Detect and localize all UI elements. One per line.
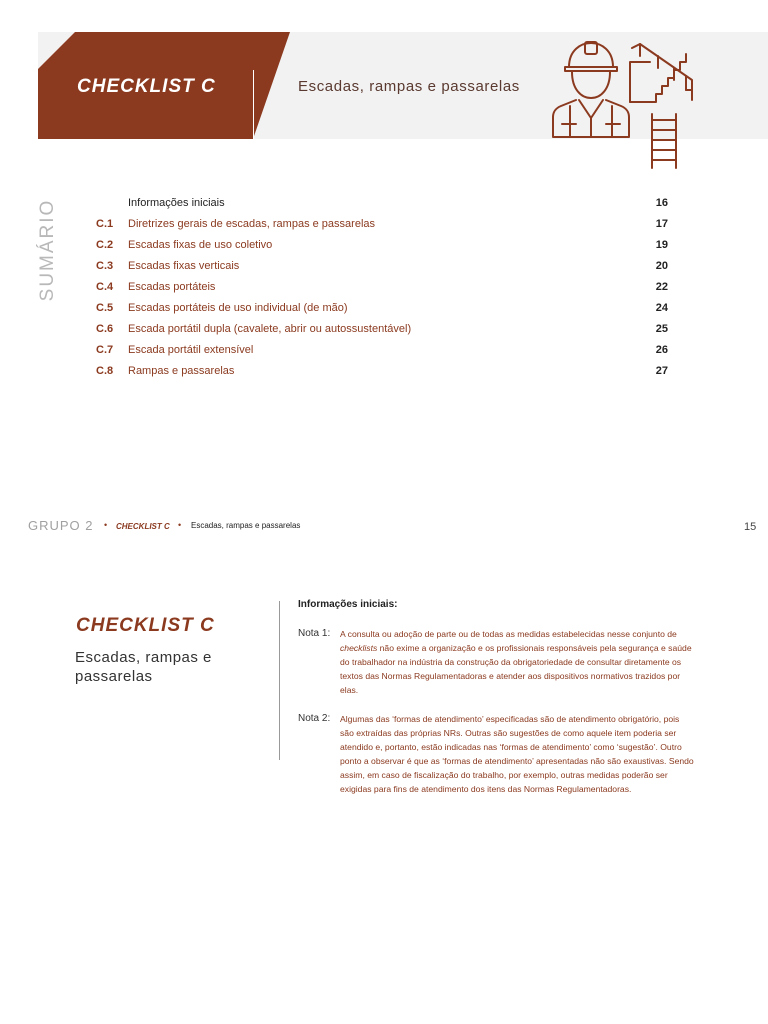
toc-code: C.2 [96,239,114,251]
note-text: A consulta ou adoção de parte ou de todas as medidas estabelecidas nesse conjunto de checklists não exime a organização e os profissionais responsáveis pela segurança e saúde do trabalhador na indústria da construção da obrigatoriedade de consultar diretamente os textos das Normas Regulamentadoras e atender aos dispositivos normativos trazidos por elas. [340,629,692,696]
vertical-divider [279,601,280,760]
section-title: CHECKLIST C [76,615,215,636]
toc-item[interactable] [0,365,768,383]
footer-separator: • [104,520,108,530]
toc-code: C.1 [96,218,114,230]
stairs-icon [628,42,698,106]
footer-group-label: GRUPO 2 [28,518,94,533]
toc-page: 22 [655,281,668,293]
summary-sidebar-label: SUMÁRIO [37,198,58,302]
toc-title: Escada portátil extensível [128,344,254,356]
toc-title: Rampas e passarelas [128,365,235,377]
toc-code: C.8 [96,365,114,377]
toc-page: 16 [655,197,668,209]
toc-title: Escadas portáteis [128,281,216,293]
toc-page: 17 [655,218,668,230]
toc-item[interactable] [0,344,768,362]
toc-title: Informações iniciais [128,197,225,209]
ladder-icon [648,112,680,170]
footer-section-label: Escadas, rampas e passarelas [191,521,301,530]
toc-code: C.5 [96,302,114,314]
toc-title: Diretrizes gerais de escadas, rampas e passarelas [128,218,376,230]
footer-checklist-label: CHECKLIST C [116,522,170,531]
toc-page: 25 [655,323,668,335]
toc-code: C.7 [96,344,114,356]
banner-divider [253,70,254,139]
note-label: Nota 1: [298,628,331,639]
toc-title: Escadas portáteis de uso individual (de mão) [128,302,348,314]
toc-page: 26 [655,344,668,356]
toc-code: C.3 [96,260,114,272]
page-number: 15 [744,521,757,533]
note-label: Nota 2: [298,713,331,724]
banner-subtitle: Escadas, rampas e passarelas [298,78,520,95]
toc-page: 20 [655,260,668,272]
toc-page: 24 [655,302,668,314]
toc-title: Escadas fixas de uso coletivo [128,239,273,251]
toc-item[interactable] [0,197,768,215]
section-subtitle: Escadas, rampas e passarelas [75,649,212,685]
construction-worker-icon [548,40,634,140]
toc-item[interactable] [0,323,768,341]
info-heading: Informações iniciais: [298,599,398,610]
note-text: Algumas das ‘formas de atendimento’ especificadas são de atendimento obrigatório, pois são extraídas das próprias NRs. Outras são sugestões de como aquele item poderia ser atendido e, portanto, estão indicadas nas ‘formas de atendimento’ como ‘sugestão’. Outro ponto a observar é que as ‘formas de atendimento’ apresentadas não são exaustivas. Sendo assim, em caso de fiscalização do trabalho, por exemplo, outras medidas poderão ser exigidas para fins de atendimento dos itens das Normas Regulamentadoras. [340,714,694,795]
note-emphasis: checklists [340,643,378,654]
toc-item[interactable] [0,281,768,299]
banner-title: CHECKLIST C [77,76,216,97]
toc-item[interactable] [0,239,768,257]
page-footer [28,519,768,535]
toc-title: Escadas fixas verticais [128,260,240,272]
toc-item[interactable] [0,218,768,236]
toc-item[interactable] [0,302,768,320]
toc-page: 19 [655,239,668,251]
toc-code: C.4 [96,281,114,293]
toc-item[interactable] [0,260,768,278]
toc-code: C.6 [96,323,114,335]
toc-title: Escada portátil dupla (cavalete, abrir ou autossustentável) [128,323,412,335]
footer-separator: • [178,520,182,530]
toc-page: 27 [655,365,668,377]
